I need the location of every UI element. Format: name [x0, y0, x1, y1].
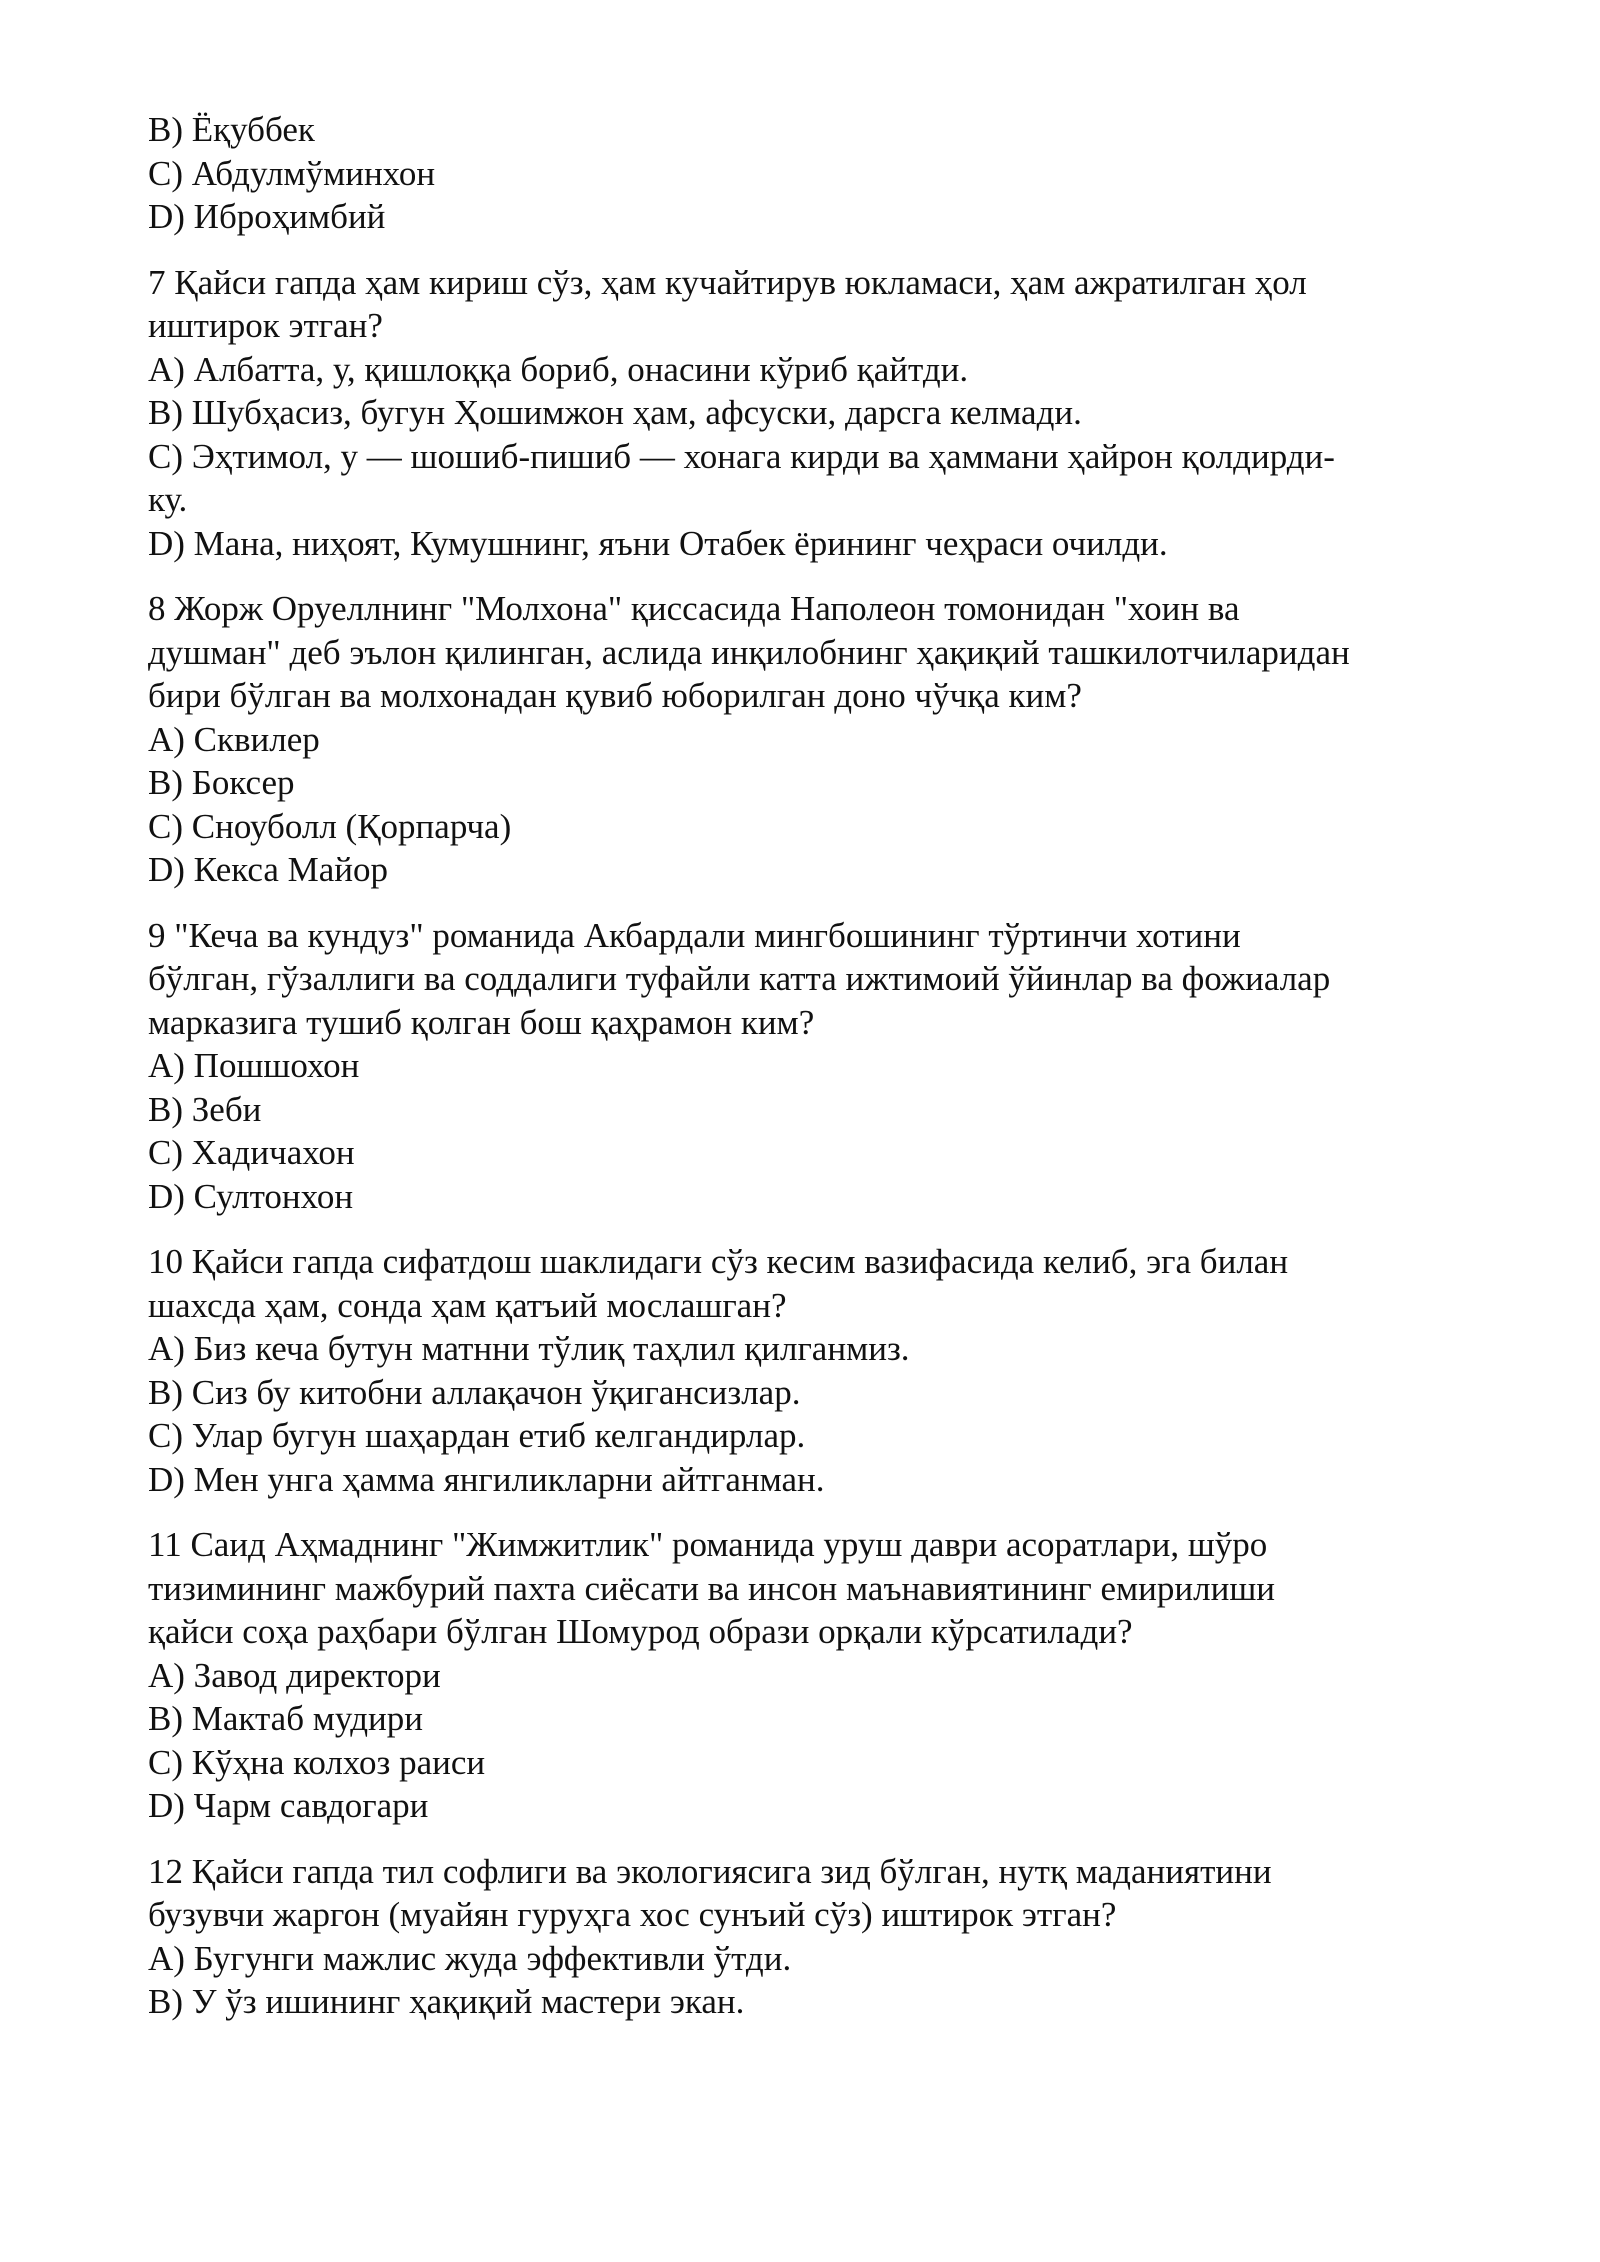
question-8: [148, 587, 1478, 892]
option-line: C) Кўҳна колхоз раиси: [148, 1742, 486, 1782]
option-line: B) Зеби: [148, 1089, 262, 1129]
option-line: A) Завод директори: [148, 1655, 441, 1695]
question-stem-line: 10 Қайси гапда сифатдош шаклидаги сўз кесим вазифасида келиб, эга билан: [148, 1242, 1289, 1281]
question-stem-line: бири бўлган ва молхонадан қувиб юборилган доно чўчқа ким?: [148, 676, 1082, 715]
option-line: D) Султонхон: [148, 1176, 354, 1216]
question-12: [148, 1850, 1478, 2024]
option-line: D) Иброҳимбий: [148, 197, 386, 236]
question-stem-line: қайси соҳа раҳбари бўлган Шомурод образи орқали кўрсатилади?: [148, 1612, 1133, 1651]
option-line: C) Хадичахон: [148, 1133, 355, 1172]
question-stem-line: 12 Қайси гапда тил софлиги ва экологиясига зид бўлган, нутқ маданиятини: [148, 1851, 1272, 1891]
question-9: [148, 914, 1478, 1219]
option-line: B) Мактаб мудири: [148, 1699, 423, 1738]
option-line: C) Сноуболл (Қорпарча): [148, 806, 512, 846]
question-stem-line: шахсда ҳам, сонда ҳам қатъий мослашган?: [148, 1285, 787, 1325]
question-stem-line: 11 Саид Аҳмаднинг "Жимжитлик" романида уруш даври асоратлари, шўро: [148, 1525, 1268, 1564]
option-line: B) Сиз бу китобни аллақачон ўқигансизлар.: [148, 1372, 801, 1412]
option-line: B) У ўз ишининг ҳақиқий мастери экан.: [148, 1982, 745, 2021]
question-stem-line: бузувчи жаргон (муайян гуруҳга хос сунъий сўз) иштирок этган?: [148, 1895, 1117, 1934]
question-stem-line: 8 Жорж Оруеллнинг "Молхона" қиссасида Наполеон томонидан "хоин ва: [148, 589, 1240, 628]
option-line: A) Сквилер: [148, 719, 320, 759]
option-line: D) Чарм савдогари: [148, 1786, 429, 1825]
option-line: D) Мен унга ҳамма янгиликларни айтганман.: [148, 1459, 825, 1499]
option-line: C) Абдулмўминхон: [148, 153, 436, 193]
document-page: [148, 108, 1478, 2024]
option-line: A) Биз кеча бутун матнни тўлиқ таҳлил қилганмиз.: [148, 1329, 910, 1368]
question-7: [148, 261, 1478, 566]
option-line: B) Боксер: [148, 763, 295, 802]
option-line: ку.: [148, 480, 188, 519]
question-stem-line: иштирок этган?: [148, 306, 383, 345]
question-stem-line: душман" деб эълон қилинган, аслида инқилобнинг ҳақиқий ташкилотчиларидан: [148, 632, 1350, 672]
option-line: D) Кекса Майор: [148, 850, 388, 889]
question-10: [148, 1240, 1478, 1501]
option-line: A) Пошшохон: [148, 1046, 360, 1085]
option-line: C) Эҳтимол, у — шошиб-пишиб — хонага кирди ва ҳаммани ҳайрон қолдирди-: [148, 436, 1335, 476]
question-stem-line: бўлган, гўзаллиги ва соддалиги туфайли катта ижтимоий ўйинлар ва фожиалар: [148, 959, 1331, 998]
option-line: D) Мана, ниҳоят, Кумушнинг, яъни Отабек ёрининг чеҳраси очилди.: [148, 523, 1168, 563]
question-stem-line: марказига тушиб қолган бош қаҳрамон ким?: [148, 1002, 815, 1042]
question-stem-line: 9 "Кеча ва кундуз" романида Акбардали мингбошининг тўртинчи хотини: [148, 915, 1241, 955]
question-stem-line: 7 Қайси гапда ҳам кириш сўз, ҳам кучайтирув юкламаси, ҳам ажратилган ҳол: [148, 262, 1307, 302]
question-11: [148, 1523, 1478, 1828]
option-line: A) Бугунги мажлис жуда эффективли ўтди.: [148, 1938, 792, 1978]
previous-question-options: [148, 108, 1478, 239]
option-line: A) Албатта, у, қишлоққа бориб, онасини кўриб қайтди.: [148, 349, 969, 389]
option-line: B) Ёқуббек: [148, 110, 315, 149]
question-stem-line: тизимининг мажбурий пахта сиёсати ва инсон маънавиятининг емирилиши: [148, 1568, 1276, 1608]
option-line: B) Шубҳасиз, бугун Ҳошимжон ҳам, афсуски, дарсга келмади.: [148, 393, 1082, 432]
option-line: C) Улар бугун шаҳардан етиб келгандирлар.: [148, 1416, 806, 1455]
